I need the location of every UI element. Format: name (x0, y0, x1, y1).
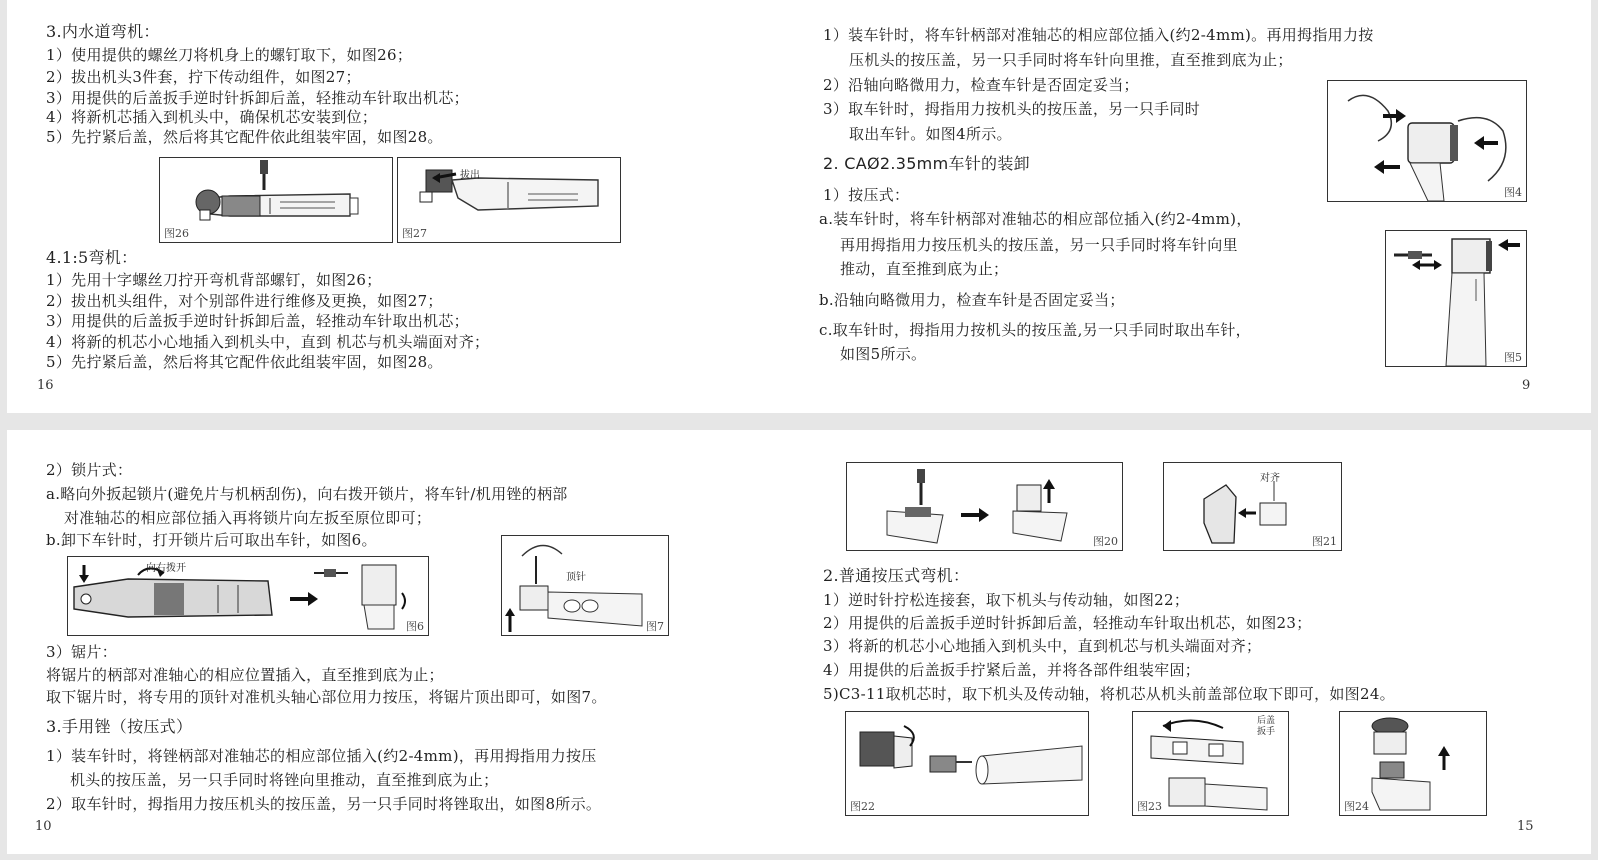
disassembly-illustration (846, 712, 1088, 815)
instruction-line: 1）按压式： (823, 186, 910, 204)
instruction-line: 3）锯片： (46, 643, 118, 661)
instruction-line: 1）装车针时，将车针柄部对准轴芯的相应部位插入(约2-4mm)。再用拇指用力按 (823, 26, 1374, 44)
section-heading: 3.内水道弯机： (46, 22, 160, 41)
instruction-line: 3）将新的机芯小心地插入到机头中，直到机芯与机头端面对齐； (823, 637, 1262, 655)
screw-removal-illustration (847, 463, 1122, 550)
figure-callout: 顶针 (566, 572, 586, 583)
figure-20 (846, 462, 1123, 551)
figure-5 (1385, 230, 1527, 367)
figure-27 (397, 157, 621, 243)
figure-label: 图20 (1093, 535, 1118, 548)
bottom-left-page (7, 430, 797, 854)
figure-callout: 后盖扳手 (1257, 716, 1276, 737)
instruction-line: 3）取车针时，拇指用力按机头的按压盖，另一只手同时 (823, 100, 1201, 118)
instruction-line: 4）用提供的后盖扳手拧紧后盖，并将各部件组装牢固； (823, 661, 1201, 679)
instruction-line: 取出车针。如图4所示。 (849, 125, 1012, 143)
handpiece-press-cap-illustration (1328, 81, 1526, 201)
section-heading: 2. CAØ2.35mm车针的装卸 (823, 154, 1030, 173)
instruction-line: 2）锁片式： (46, 461, 133, 479)
instruction-line: 5）先拧紧后盖，然后将其它配件依此组装牢固，如图28。 (46, 128, 443, 146)
top-right-page (797, 0, 1591, 413)
instruction-line: 4）将新机芯插入到机头中，确保机芯安装到位； (46, 108, 378, 126)
instruction-line: 如图5所示。 (840, 345, 927, 363)
section-heading: 4.1:5弯机： (46, 248, 138, 267)
bur-insertion-illustration (1386, 231, 1526, 366)
page-number: 15 (1517, 819, 1534, 834)
section-heading: 3.手用锉（按压式） (46, 717, 193, 736)
instruction-line: a.装车针时，将车针柄部对准轴芯的相应部位插入(约2-4mm)， (819, 210, 1252, 228)
top-left-page (7, 0, 797, 413)
figure-callout: 向右拨开 (146, 563, 186, 574)
section-heading: 2.普通按压式弯机： (823, 566, 970, 585)
instruction-line: 3）用提供的后盖扳手逆时针拆卸后盖，轻推动车针取出机芯； (46, 312, 469, 330)
figure-label: 图6 (406, 620, 424, 633)
instruction-line: b.卸下车针时，打开锁片后可取出车针，如图6。 (46, 531, 377, 549)
instruction-line: 再用拇指用力按压机头的按压盖，另一只手同时将车针向里 (840, 236, 1238, 254)
instruction-line: 5）先拧紧后盖，然后将其它配件依此组装牢固，如图28。 (46, 353, 443, 371)
figure-26 (159, 157, 393, 243)
figure-label: 图5 (1504, 351, 1522, 364)
figure-label: 图21 (1312, 535, 1337, 548)
page-number: 9 (1522, 378, 1531, 393)
instruction-line: 1）逆时针拧松连接套，取下机头与传动轴，如图22； (823, 591, 1190, 609)
figure-label: 图4 (1504, 186, 1522, 199)
top-spread (7, 0, 1591, 413)
page-number: 16 (37, 378, 54, 393)
instruction-line: 取下锯片时，将专用的顶针对准机头轴心部位用力按压，将锯片顶出即可，如图7。 (46, 688, 607, 706)
figure-label: 图27 (402, 227, 427, 240)
instruction-line: c.取车针时，拇指用力按机头的按压盖,另一只手同时取出车针， (819, 321, 1251, 339)
lock-plate-handpiece-illustration (68, 557, 428, 635)
figure-callout: 对齐 (1260, 473, 1280, 484)
figure-label: 图23 (1137, 800, 1162, 813)
instruction-line: 1）使用提供的螺丝刀将机身上的螺钉取下，如图26； (46, 46, 413, 64)
page-number: 10 (35, 819, 52, 834)
figure-label: 图7 (646, 620, 664, 633)
ejector-pin-illustration (502, 536, 668, 635)
instruction-line: 2）拔出机头3件套，拧下传动组件，如图27； (46, 68, 361, 86)
instruction-line: 2）拔出机头组件，对个别部件进行维修及更换，如图27； (46, 292, 443, 310)
bottom-spread (7, 430, 1591, 854)
figure-label: 图26 (164, 227, 189, 240)
instruction-line: 2）取车针时，拇指用力按压机头的按压盖，另一只手同时将锉取出，如图8所示。 (46, 795, 602, 813)
figure-23 (1132, 711, 1289, 816)
figure-24 (1339, 711, 1487, 816)
figure-21 (1163, 462, 1342, 551)
figure-6 (67, 556, 429, 636)
instruction-line: 对准轴芯的相应部位插入再将锁片向左扳至原位即可； (64, 509, 432, 527)
figure-4 (1327, 80, 1527, 202)
instruction-line: 将锯片的柄部对准轴心的相应位置插入，直至推到底为止； (46, 666, 444, 684)
instruction-line: 3）用提供的后盖扳手逆时针拆卸后盖，轻推动车针取出机芯； (46, 89, 469, 107)
instruction-line: 压机头的按压盖，另一只手同时将车针向里推，直至推到底为止； (849, 51, 1293, 69)
figure-label: 图24 (1344, 800, 1369, 813)
handpiece-screwdriver-illustration (160, 158, 392, 242)
figure-22 (845, 711, 1089, 816)
instruction-line: 1）先用十字螺丝刀拧开弯机背部螺钉，如图26； (46, 271, 382, 289)
figure-7 (501, 535, 669, 636)
instruction-line: b.沿轴向略微用力，检查车针是否固定妥当； (819, 291, 1125, 309)
instruction-line: 2）用提供的后盖扳手逆时针拆卸后盖，轻推动车针取出机芯，如图23； (823, 614, 1312, 632)
handpiece-pullout-illustration (398, 158, 620, 242)
instruction-line: 推动，直至推到底为止； (840, 260, 1009, 278)
instruction-line: a.略向外扳起锁片(避免片与机柄刮伤)，向右拨开锁片，将车针/机用锉的柄部 (46, 485, 568, 503)
figure-label: 图22 (850, 800, 875, 813)
instruction-line: 机头的按压盖，另一只手同时将锉向里推动，直至推到底为止； (70, 771, 499, 789)
instruction-line: 4）将新的机芯小心地插入到机头中，直到 机芯与机头端面对齐； (46, 333, 490, 351)
instruction-line: 2）沿轴向略微用力，检查车针是否固定妥当； (823, 76, 1139, 94)
instruction-line: 1）装车针时，将锉柄部对准轴芯的相应部位插入(约2-4mm)，再用拇指用力按压 (46, 747, 597, 765)
instruction-line: 5)C3-11取机芯时，取下机头及传动轴，将机芯从机头前盖部位取下即可，如图24。 (823, 685, 1395, 703)
figure-callout: 拔出 (460, 170, 480, 181)
bottom-right-page (797, 430, 1591, 854)
